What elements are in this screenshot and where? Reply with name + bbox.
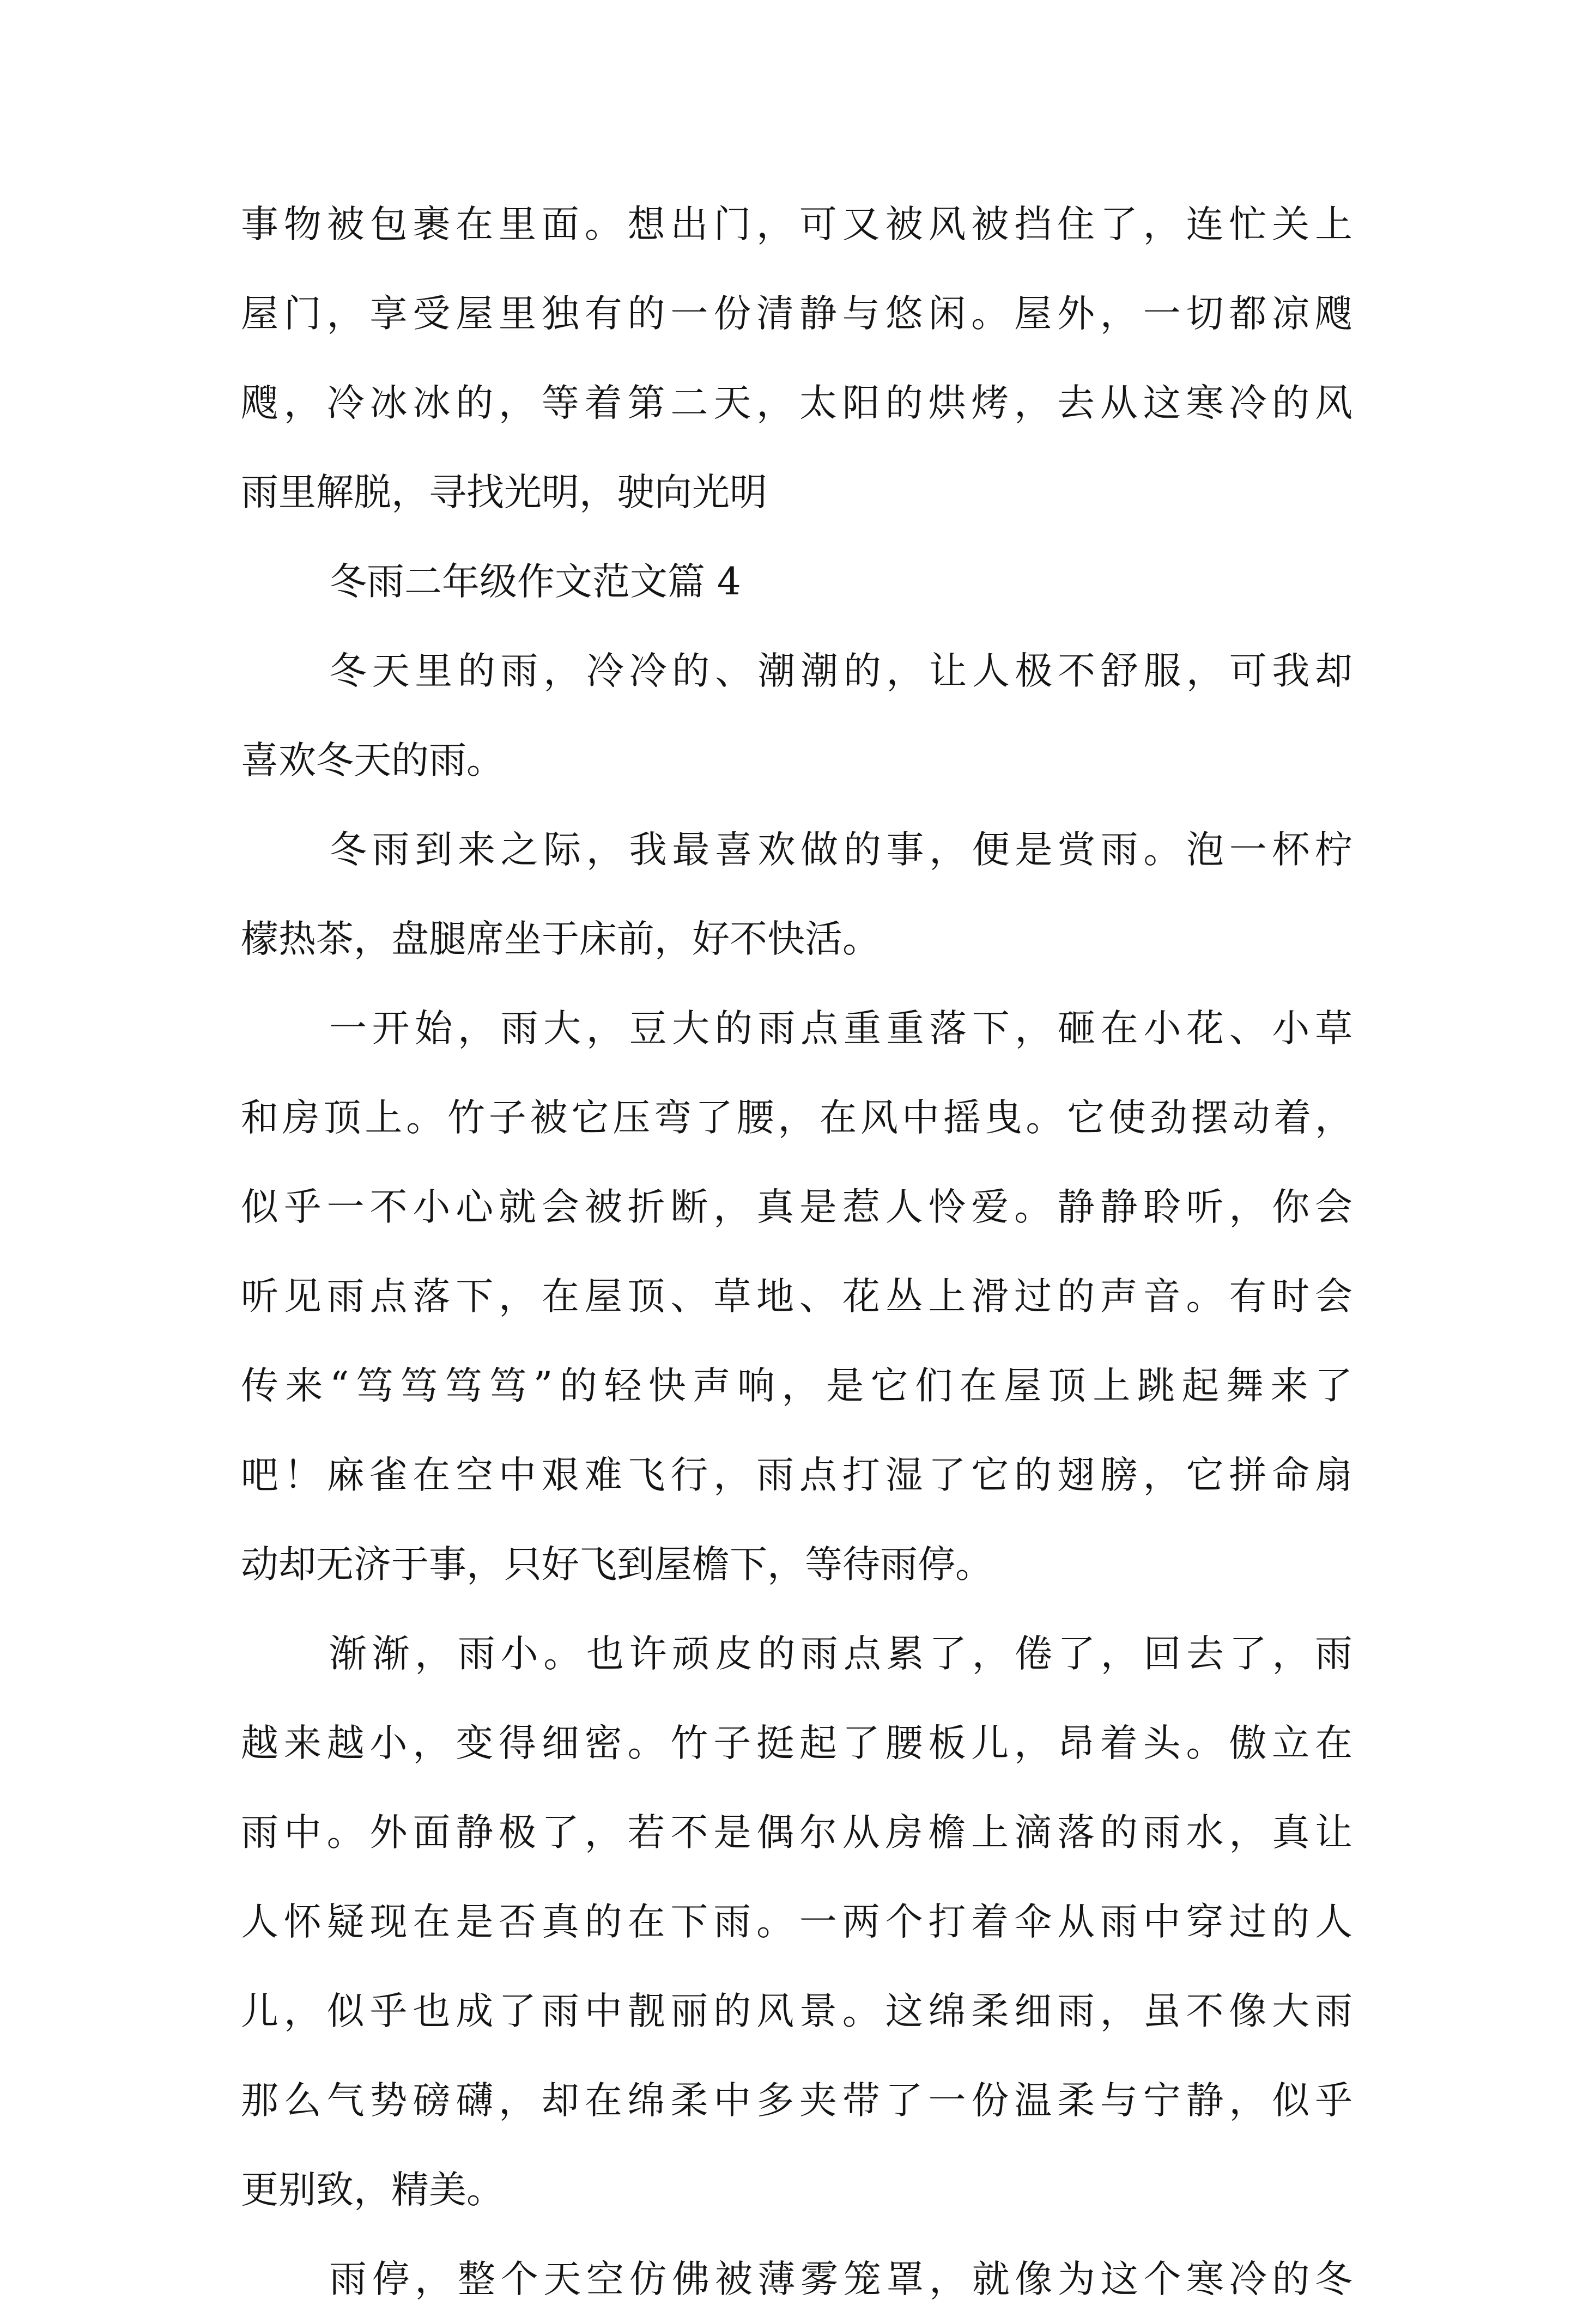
text-line: 雨中。外面静极了，若不是偶尔从房檐上滴落的雨水，真让 bbox=[241, 1811, 1352, 1854]
text-line: 屋门，享受屋里独有的一份清静与悠闲。屋外，一切都凉飕 bbox=[241, 292, 1352, 336]
essay-text bbox=[241, 180, 1352, 2324]
text-line: 传来“笃笃笃笃”的轻快声响，是它们在屋顶上跳起舞来了 bbox=[241, 1364, 1352, 1408]
text-line: 吧！麻雀在空中艰难飞行，雨点打湿了它的翅膀，它拼命扇 bbox=[241, 1453, 1352, 1497]
text-line: 那么气势磅礴，却在绵柔中多夹带了一份温柔与宁静，似乎 bbox=[241, 2079, 1352, 2122]
text-line: 渐渐，雨小。也许顽皮的雨点累了，倦了，回去了，雨 bbox=[329, 1632, 1352, 1676]
text-line: 喜欢冬天的雨。 bbox=[241, 739, 504, 782]
text-line: 动却无济于事，只好飞到屋檐下，等待雨停。 bbox=[241, 1543, 993, 1586]
text-line: 雨里解脱，寻找光明，驶向光明 bbox=[241, 471, 767, 514]
text-line: 越来越小，变得细密。竹子挺起了腰板儿，昂着头。傲立在 bbox=[241, 1721, 1352, 1765]
text-line: 檬热茶，盘腿席坐于床前，好不快活。 bbox=[241, 917, 880, 961]
text-line: 儿，似乎也成了雨中靓丽的风景。这绵柔细雨，虽不像大雨 bbox=[241, 1990, 1352, 2033]
text-line: 一开始，雨大，豆大的雨点重重落下，砸在小花、小草 bbox=[329, 1007, 1352, 1050]
text-line: 雨停，整个天空仿佛被薄雾笼罩，就像为这个寒冷的冬 bbox=[329, 2258, 1352, 2301]
text-line: 更别致，精美。 bbox=[241, 2168, 504, 2212]
text-line: 飕，冷冰冰的，等着第二天，太阳的烘烤，去从这寒冷的风 bbox=[241, 381, 1352, 425]
text-line: 冬天里的雨，冷冷的、潮潮的，让人极不舒服，可我却 bbox=[329, 649, 1352, 693]
text-line: 和房顶上。竹子被它压弯了腰，在风中摇曳。它使劲摆动着， bbox=[241, 1096, 1352, 1140]
text-line: 冬雨到来之际，我最喜欢做的事，便是赏雨。泡一杯柠 bbox=[329, 828, 1352, 872]
text-line: 听见雨点落下，在屋顶、草地、花丛上滑过的声音。有时会 bbox=[241, 1275, 1352, 1318]
text-line: 事物被包裹在里面。想出门，可又被风被挡住了，连忙关上 bbox=[241, 203, 1352, 246]
section-heading: 冬雨二年级作文范文篇 4 bbox=[329, 560, 741, 604]
text-line: 似乎一不小心就会被折断，真是惹人怜爱。静静聆听，你会 bbox=[241, 1185, 1352, 1229]
text-line: 人怀疑现在是否真的在下雨。一两个打着伞从雨中穿过的人 bbox=[241, 1900, 1352, 1944]
